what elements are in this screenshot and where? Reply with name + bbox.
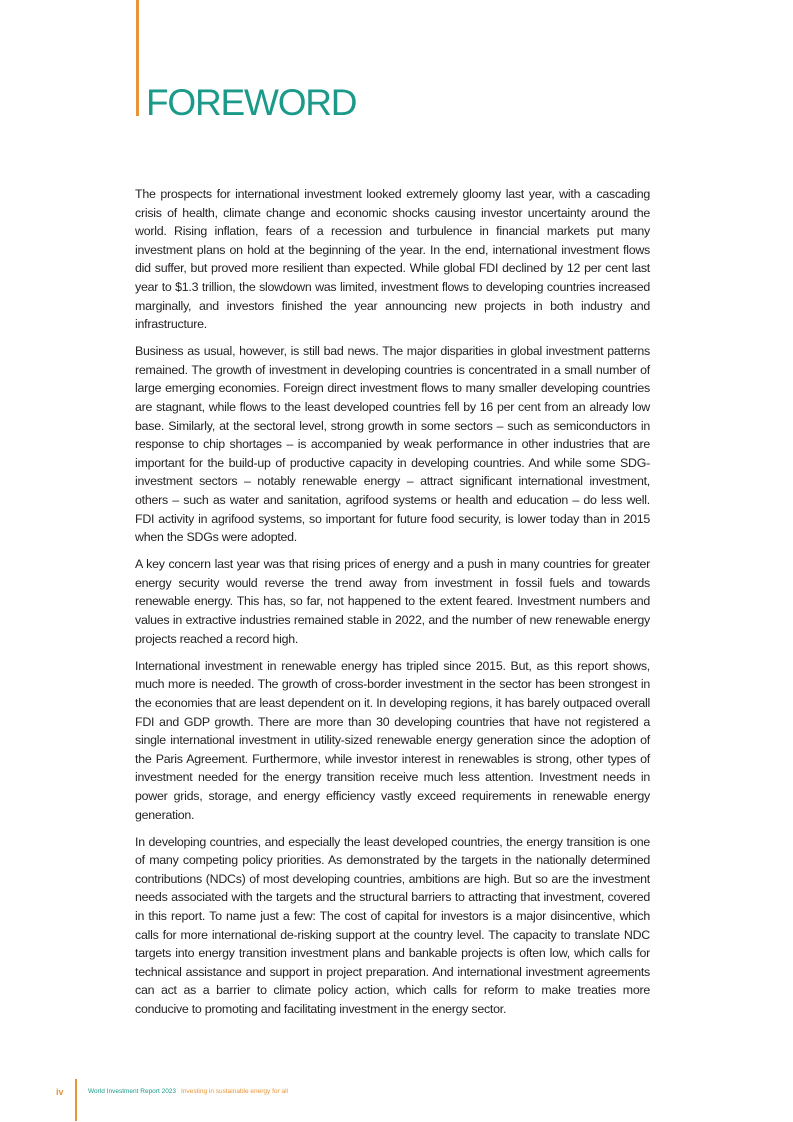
page-number: iv xyxy=(56,1087,64,1097)
paragraph: In developing countries, and especially the least developed countries, the energy transition is one of many competing policy priorities. As demonstrated by the targets in the nationally determined contributions (NDCs) of most developing countries, ambitions are high. But so are the investment needs associated with the targets and the structural barriers to attracting that investment, covered in this report. To name just a few: The cost of capital for investors is a major disincentive, which calls for more international de-risking support at the country level. The capacity to translate NDC targets into energy transition investment plans and bankable projects is often low, which calls for technical assistance and support in project preparation. And international investment agreements can act as a barrier to climate policy action, which calls for reform to make treaties more conducive to promoting and facilitating investment in the energy sector. xyxy=(135,834,650,1016)
paragraph: International investment in renewable energy has tripled since 2015. But, as this report shows, much more is needed. The growth of cross-border investment in the sector has been strongest in the economies that are least dependent on it. In developing regions, it has barely outpaced overall FDI and GDP growth. There are more than 30 developing countries that have not registered a single international investment in utility-sized renewable energy generation since the adoption of the Paris Agreement. Furthermore, while investor interest in renewables is strong, other types of investment needed for the energy transition receive much less attention. Investment needs in power grids, storage, and energy efficiency vastly exceed requirements in renewable energy generation. xyxy=(135,658,650,822)
paragraph: A key concern last year was that rising prices of energy and a push in many countries for greater energy security would reverse the trend away from investment in fossil fuels and towards renewable energy. This has, so far, not happened to the extent feared. Investment numbers and values in extractive industries remained stable in 2022, and the number of new renewable energy projects reached a record high. xyxy=(135,557,650,646)
footer-divider xyxy=(75,1079,77,1121)
page-title: FOREWORD xyxy=(146,82,357,123)
foreword-body xyxy=(135,185,650,1027)
paragraph: The prospects for international investment looked extremely gloomy last year, with a cascading crisis of health, climate change and economic shocks causing investor uncertainty around the world. Rising inflation, fears of a recession and turbulence in financial markets put many investment plans on hold at the beginning of the year. In the end, international investment flows did suffer, but proved more resilient than expected. While global FDI declined by 12 per cent last year to $1.3 trillion, the slowdown was limited, investment flows to developing countries increased marginally, and investors finished the year announcing new projects in both industry and infrastructure. xyxy=(135,187,650,332)
footer-report-title: World Investment Report 2023 xyxy=(88,1088,177,1095)
title-accent-bar xyxy=(136,0,139,116)
footer-caption xyxy=(88,1088,288,1095)
footer-report-subtitle: Investing in sustainable energy for all xyxy=(181,1088,288,1095)
paragraph: Business as usual, however, is still bad news. The major disparities in global investment patterns remained. The growth of investment in developing countries is concentrated in a small number of large emerging economies. Foreign direct investment flows to many smaller developing countries are stagnant, while flows to the least developed countries fell by 16 per cent from an already low base. Similarly, at the sectoral level, strong growth in some sectors – such as semiconductors in response to chip shortages – is accompanied by weak performance in other industries that are important for the build-up of productive capacity in developing countries. And while some SDG-investment sectors – notably renewable energy – attract significant international investment, others – such as water and sanitation, agrifood systems or health and education – do less well. FDI activity in agrifood systems, so important for future food security, is lower today than in 2015 when the SDGs were adopted. xyxy=(135,344,650,545)
